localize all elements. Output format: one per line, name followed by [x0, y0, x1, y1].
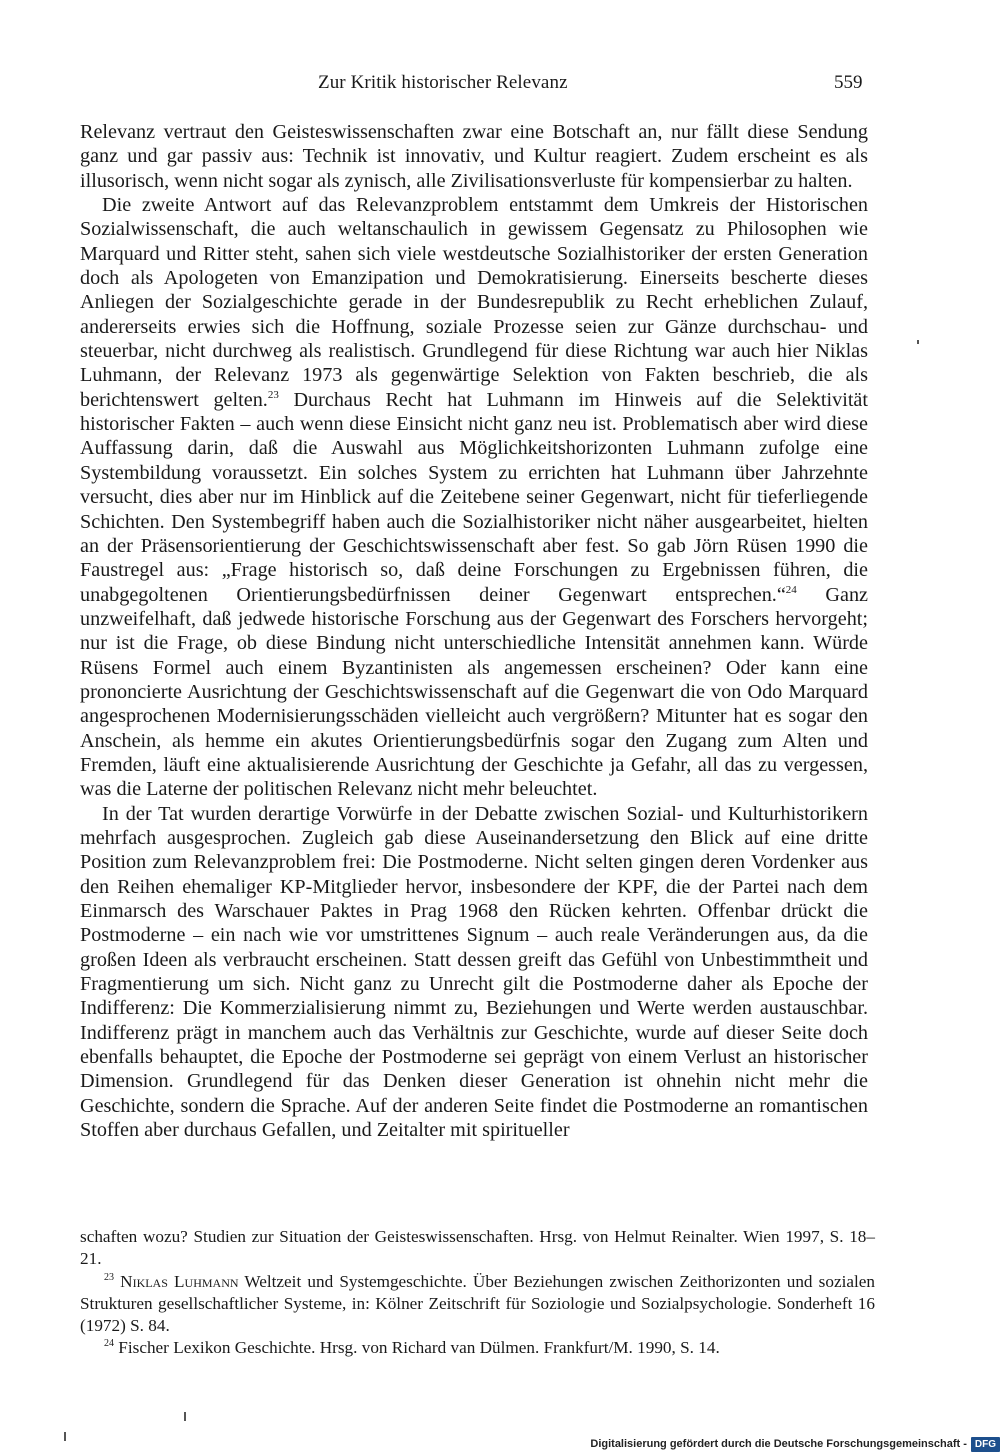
funding-note: Digitalisierung gefördert durch die Deutsche Forschungsgemeinschaft -: [590, 1438, 967, 1450]
footnote-24: [80, 1337, 875, 1359]
paragraph-2-part-a: Die zweite Antwort auf das Relevanzproblem entstammt dem Umkreis der Historischen Sozialwissenschaft, die auch weltanschaulich in gewissem Gegensatz zu Philosophen wie Marquard und Ritter steht, sahen sich viele westdeutsche Sozialhistoriker der ersten Generation doch als Apologeten von Emanzipation und Demokratisierung. Einerseits bescherte dieses Anliegen der Sozialgeschichte gerade in der Bundesrepublik zu Recht erheblichen Zulauf, andererseits erwies sich die Hoffnung, soziale Prozesse seien zur Gänze durchschau- und steuerbar, nicht durchweg als realistisch. Grundlegend für diese Richtung war auch hier Niklas Luhmann, der Relevanz 1973 als gegenwärtige Selektion von Fakten beschrieb, die als berichtenswert gelten.: [80, 194, 868, 411]
dfg-logo-icon: DFG: [971, 1437, 1000, 1452]
running-title: Zur Kritik historischer Relevanz: [318, 72, 568, 93]
footnote-24-text: Fischer Lexikon Geschichte. Hrsg. von Richard van Dülmen. Frankfurt/M. 1990, S. 14.: [114, 1338, 720, 1358]
paragraph-3: In der Tat wurden derartige Vorwürfe in der Debatte zwischen Sozial- und Kulturhistorikern mehrfach ausgesprochen. Zugleich gab diese Auseinandersetzung den Blick auf eine dritte Position zum Relevanzproblem frei: Die Postmoderne. Nicht selten gingen deren Vordenker aus den Reihen ehemaliger KP-Mitglieder hervor, insbesondere der KPF, die der Partei nach dem Einmarsch des Warschauer Paktes in Prag 1968 den Rücken kehrten. Offenbar drückt die Postmoderne – ein nach wie vor umstrittenes Signum – auch reale Veränderungen aus, da die großen Ideen als verbraucht erscheinen. Statt dessen greift das Gefühl von Unbestimmtheit und Fragmentierung um sich. Nicht ganz zu Unrecht gilt die Postmoderne daher als Epoche der Indifferenz: Die Kommerzialisierung nimmt zu, Beziehungen und Werte werden austauschbar. Indifferenz prägt in manchem auch das Verhältnis zur Geschichte, wurde auf dieser Seite doch ebenfalls behauptet, die Epoche der Postmoderne sei geprägt von einem Verlust an historischer Dimension. Grundlegend für das Denken dieser Generation ist ohnehin nicht mehr die Geschichte, sondern die Sprache. Auf der anderen Seite findet die Postmoderne an romantischen Stoffen aber durchaus Gefallen, und Zeitalter mit spiritueller: [80, 802, 868, 1142]
scan-mark: [184, 1412, 186, 1421]
main-text: [80, 120, 868, 1142]
page-number: 559: [834, 72, 863, 93]
scan-mark: [64, 1432, 66, 1441]
footnote-23-author: Niklas Luhmann: [120, 1271, 239, 1291]
footnotes: [80, 1226, 875, 1360]
footnote-23-text: Weltzeit und Systemgeschichte. Über Beziehungen zwischen Zeithorizonten und sozialen Strukturen gesellschaftlicher Systeme, in: Kölner Zeitschrift für Soziologie und Sozialpsychologie. Sonderheft 16 (1972) S. 84.: [80, 1271, 875, 1336]
footnote-23: [80, 1271, 875, 1338]
paragraph-2-part-b: Durchaus Recht hat Luhmann im Hinweis auf die Selektivität historischer Fakten – auch wenn diese Einsicht nicht ganz neu ist. Problematisch aber wird diese Auffassung darin, daß die Auswahl aus Möglichkeitshorizonten Luhmann zufolge eine Systembildung voraussetzt. Ein solches System zu errichten hat Luhmann über Jahrzehnte versucht, dies aber nur im Hinblick auf die Zeitebene seiner Gegenwart, nicht für tieferliegende Schichten. Den Systembegriff haben auch die Sozialhistoriker nicht näher ausgearbeitet, hielten an der Präsensorientierung der Geschichtswissenschaft aber fest. So gab Jörn Rüsen 1990 die Faustregel aus: „Frage historisch so, daß deine Forschungen zu Ergebnissen führen, die unabgegoltenen Orientierungsbedürfnissen deiner Gegenwart entsprechen.“: [80, 388, 869, 606]
scan-mark: [917, 340, 919, 344]
footnote-23-number: 23: [104, 1271, 114, 1283]
footnote-continuation: schaften wozu? Studien zur Situation der Geisteswissenschaften. Hrsg. von Helmut Reinalter. Wien 1997, S. 18–21.: [80, 1227, 875, 1269]
footnote-24-number: 24: [104, 1338, 114, 1350]
paragraph-2: [80, 193, 868, 802]
footnote-ref-24[interactable]: 24: [785, 583, 797, 596]
paragraph-1: Relevanz vertraut den Geisteswissenschaften zwar eine Botschaft an, nur fällt diese Sendung ganz und gar passiv aus: Technik ist innovativ, und Kultur reagiert. Zudem erscheint es als illusorisch, wenn nicht sogar als zynisch, alle Zivilisationsverluste für kompensierbar zu halten.: [80, 121, 868, 192]
footnote-ref-23[interactable]: 23: [267, 388, 279, 401]
paragraph-2-part-c: Ganz unzweifelhaft, daß jedwede historische Forschung aus der Gegenwart des Forschers hervorgeht; nur ist die Frage, ob diese Bindung nicht unterschiedliche Intensität annehmen kann. Würde Rüsens Formel auch einem Byzantinisten als angemessen erscheinen? Oder kann eine prononcierte Ausrichtung der Geschichtswissenschaft auf die Gegenwart die von Odo Marquard angesprochenen Modernisierungsschäden vielleicht auch vergrößern? Mitunter hat es sogar den Anschein, als hemme ein akutes Orientierungsbedürfnis sogar den Zugang zum Alten und Fremden, läuft eine aktualisierende Ausrichtung der Geschichte ja Gefahr, all das zu vergessen, was die Laterne der politischen Relevanz nicht mehr beleuchtet.: [80, 583, 868, 801]
digitization-footer: [590, 1433, 1000, 1455]
